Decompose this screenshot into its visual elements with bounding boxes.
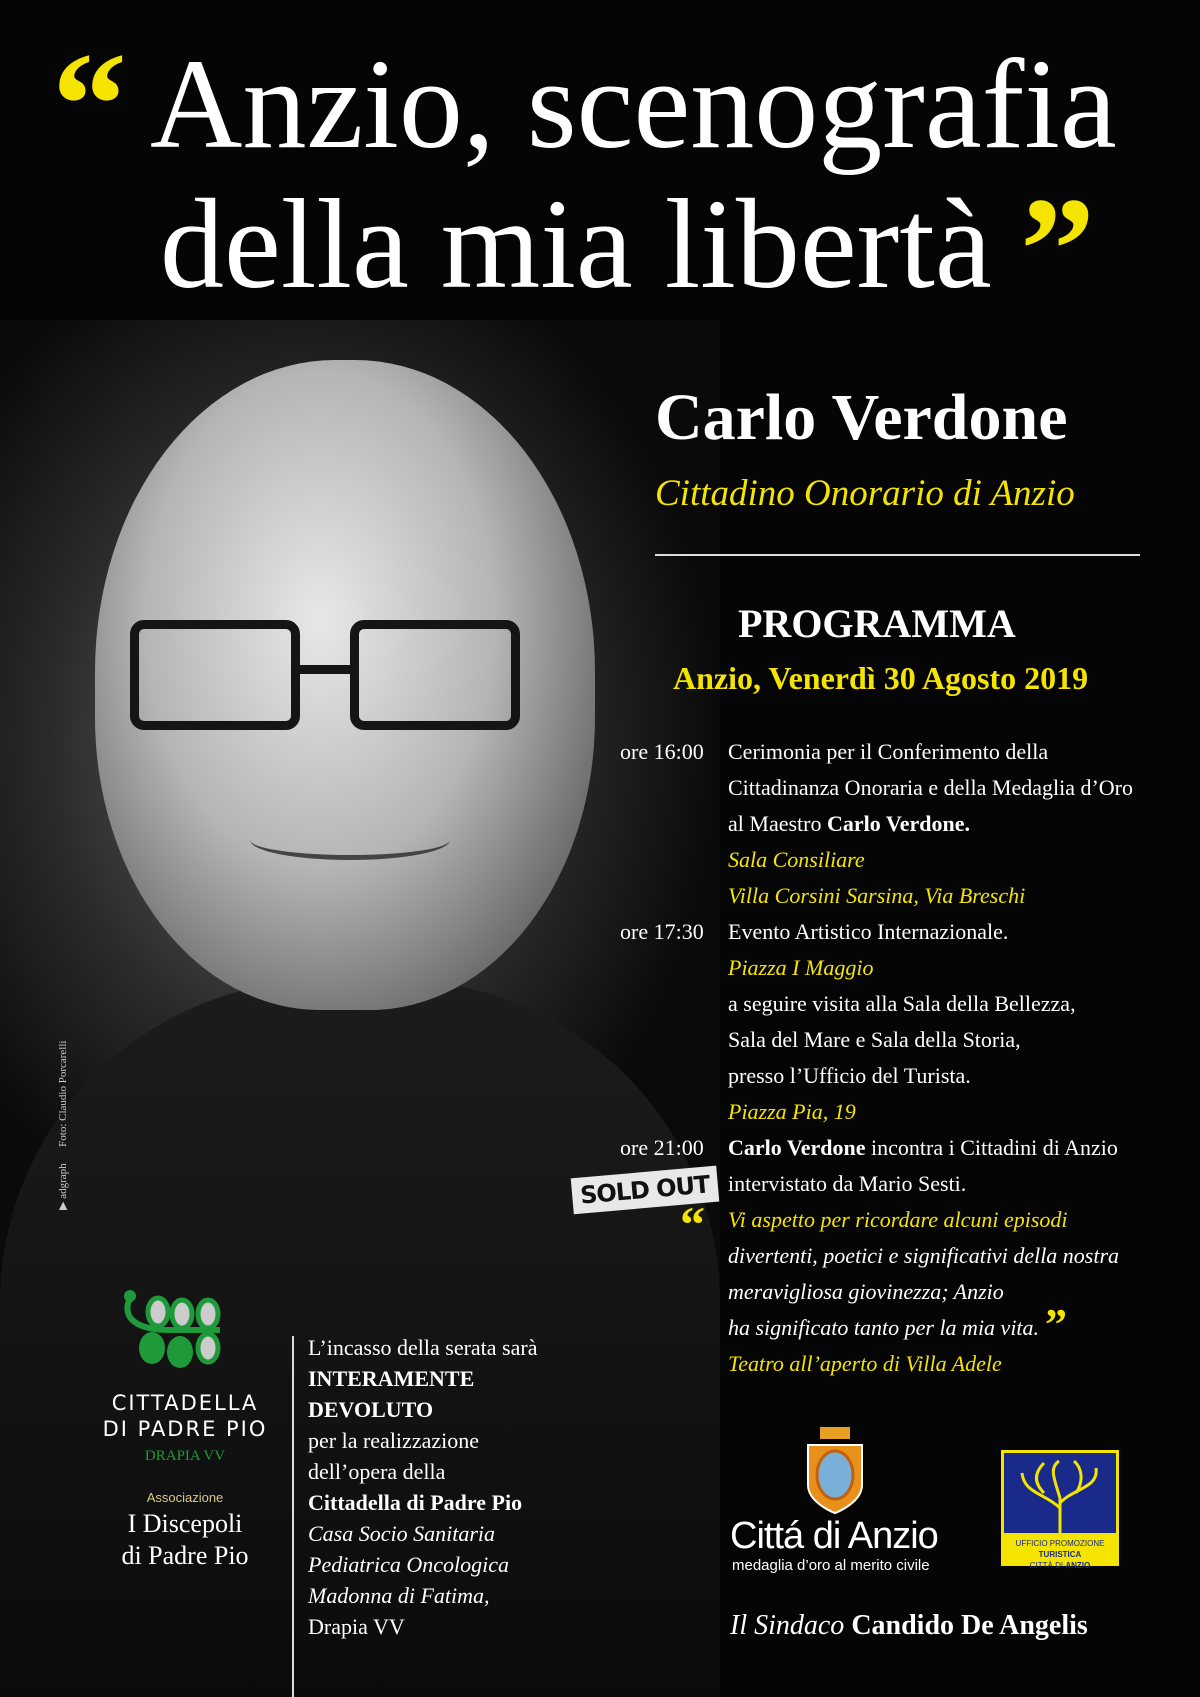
tourism-logo — [1001, 1450, 1119, 1570]
photo-credit: ▶ adgraph Foto: Claudio Porcarelli — [57, 1040, 69, 1210]
program-date: Anzio, Venerdì 30 Agosto 2019 — [673, 660, 1089, 696]
donation-line: Cittadella di Padre Pio — [308, 1490, 523, 1515]
cittadella-name-2: DI PADRE PIO — [102, 1417, 268, 1441]
event-venue: Piazza I Maggio — [728, 955, 874, 980]
mayor-role: Il Sindaco — [730, 1610, 845, 1641]
glasses-left-lens — [130, 620, 300, 730]
association-label: Associazione — [146, 1490, 224, 1505]
photographer-credit: Foto: Claudio Porcarelli — [57, 1040, 69, 1147]
event-venue: Villa Corsini Sarsina, Via Breschi — [728, 883, 1026, 908]
cittadella-name-1: CITTADELLA — [111, 1391, 259, 1415]
city-crest-icon — [800, 1425, 870, 1515]
schedule — [620, 734, 1133, 1382]
open-quote-mark: “ — [52, 22, 127, 188]
mayor-signature — [730, 1610, 1088, 1642]
event-text: intervistato da Mario Sesti. — [728, 1171, 967, 1196]
divider — [655, 554, 1140, 556]
cittadella-logo-icon — [120, 1290, 230, 1370]
quote-close-mark: ” — [1045, 1300, 1068, 1349]
event-text: a seguire visita alla Sala della Bellezza, — [728, 991, 1076, 1016]
quote-text: Vi aspetto per ricordare alcuni episodi — [728, 1207, 1068, 1232]
event-text: Cittadinanza Onoraria e della Medaglia d’Oro — [728, 775, 1134, 800]
city-motto: medaglia d’oro al merito civile — [732, 1557, 930, 1574]
title-line-2: della mia libertà — [160, 173, 992, 315]
association-name-1: I Discepoli — [127, 1509, 243, 1538]
glasses-right-lens — [350, 620, 520, 730]
event-text: presso l’Ufficio del Turista. — [728, 1063, 971, 1088]
donation-line: Casa Socio Sanitaria — [308, 1521, 496, 1546]
donation-line: per la realizzazione — [308, 1428, 479, 1453]
tourism-text: CITTÀ DI — [1029, 1561, 1066, 1570]
close-quote-mark: ” — [1020, 167, 1095, 333]
portrait-smile — [250, 820, 450, 860]
event-venue: Sala Consiliare — [728, 847, 865, 872]
event-time: ore 21:00 — [620, 1135, 704, 1160]
vertical-divider — [292, 1336, 294, 1697]
donation-line: DEVOLUTO — [308, 1397, 434, 1422]
event-text: Evento Artistico Internazionale. — [728, 919, 1009, 944]
event-venue: Piazza Pia, 19 — [728, 1099, 856, 1124]
donation-line: INTERAMENTE — [308, 1366, 475, 1391]
donation-line: L’incasso della serata sarà — [308, 1335, 538, 1360]
association-name — [80, 1508, 290, 1572]
quote-text: meravigliosa giovinezza; Anzio — [728, 1279, 1004, 1304]
event-text-bold: Carlo Verdone — [728, 1135, 866, 1160]
sold-out-badge: SOLD OUT — [571, 1166, 719, 1215]
tourism-text: ANZIO — [1065, 1561, 1091, 1570]
donation-line: Madonna di Fatima, — [308, 1583, 490, 1608]
event-time: ore 16:00 — [620, 739, 704, 764]
event-text: incontra i Cittadini di Anzio — [865, 1135, 1118, 1160]
cittadella-name — [80, 1390, 290, 1442]
quote-text: ha significato tanto per la mia vita. — [728, 1315, 1040, 1340]
event-text: al Maestro — [728, 811, 827, 836]
city-name: Cittá di Anzio — [730, 1515, 938, 1557]
person-name: Carlo Verdone — [655, 381, 1068, 454]
donation-line: Pediatrica Oncologica — [308, 1552, 510, 1577]
donation-line: dell’opera della — [308, 1459, 446, 1484]
tourism-text: TURISTICA — [1038, 1550, 1082, 1559]
donation-text — [308, 1332, 537, 1642]
event-venue: Teatro all’aperto di Villa Adele — [728, 1351, 1002, 1376]
tourism-text: UFFICIO PROMOZIONE — [1015, 1539, 1105, 1548]
program-heading: PROGRAMMA — [738, 601, 1016, 646]
association-name-2: di Padre Pio — [121, 1541, 249, 1570]
glasses-bridge — [300, 665, 350, 674]
coral-tree-icon — [1004, 1453, 1116, 1533]
quote-text: divertenti, poetici e significativi della nostra — [728, 1243, 1120, 1268]
quote-open-mark: “ — [680, 1196, 705, 1252]
title-line-1: Anzio, scenografia — [150, 33, 1117, 175]
event-text-bold: Carlo Verdone. — [826, 811, 970, 836]
person-subtitle: Cittadino Onorario di Anzio — [655, 473, 1075, 514]
event-text: Sala del Mare e Sala della Storia, — [728, 1027, 1021, 1052]
cittadella-place: DRAPIA VV — [144, 1448, 226, 1464]
event-time: ore 17:30 — [620, 919, 704, 944]
mayor-name: Candido De Angelis — [851, 1610, 1088, 1641]
donation-line: Drapia VV — [308, 1614, 405, 1639]
studio-credit: adgraph — [57, 1163, 69, 1199]
event-text: Cerimonia per il Conferimento della — [728, 739, 1049, 764]
